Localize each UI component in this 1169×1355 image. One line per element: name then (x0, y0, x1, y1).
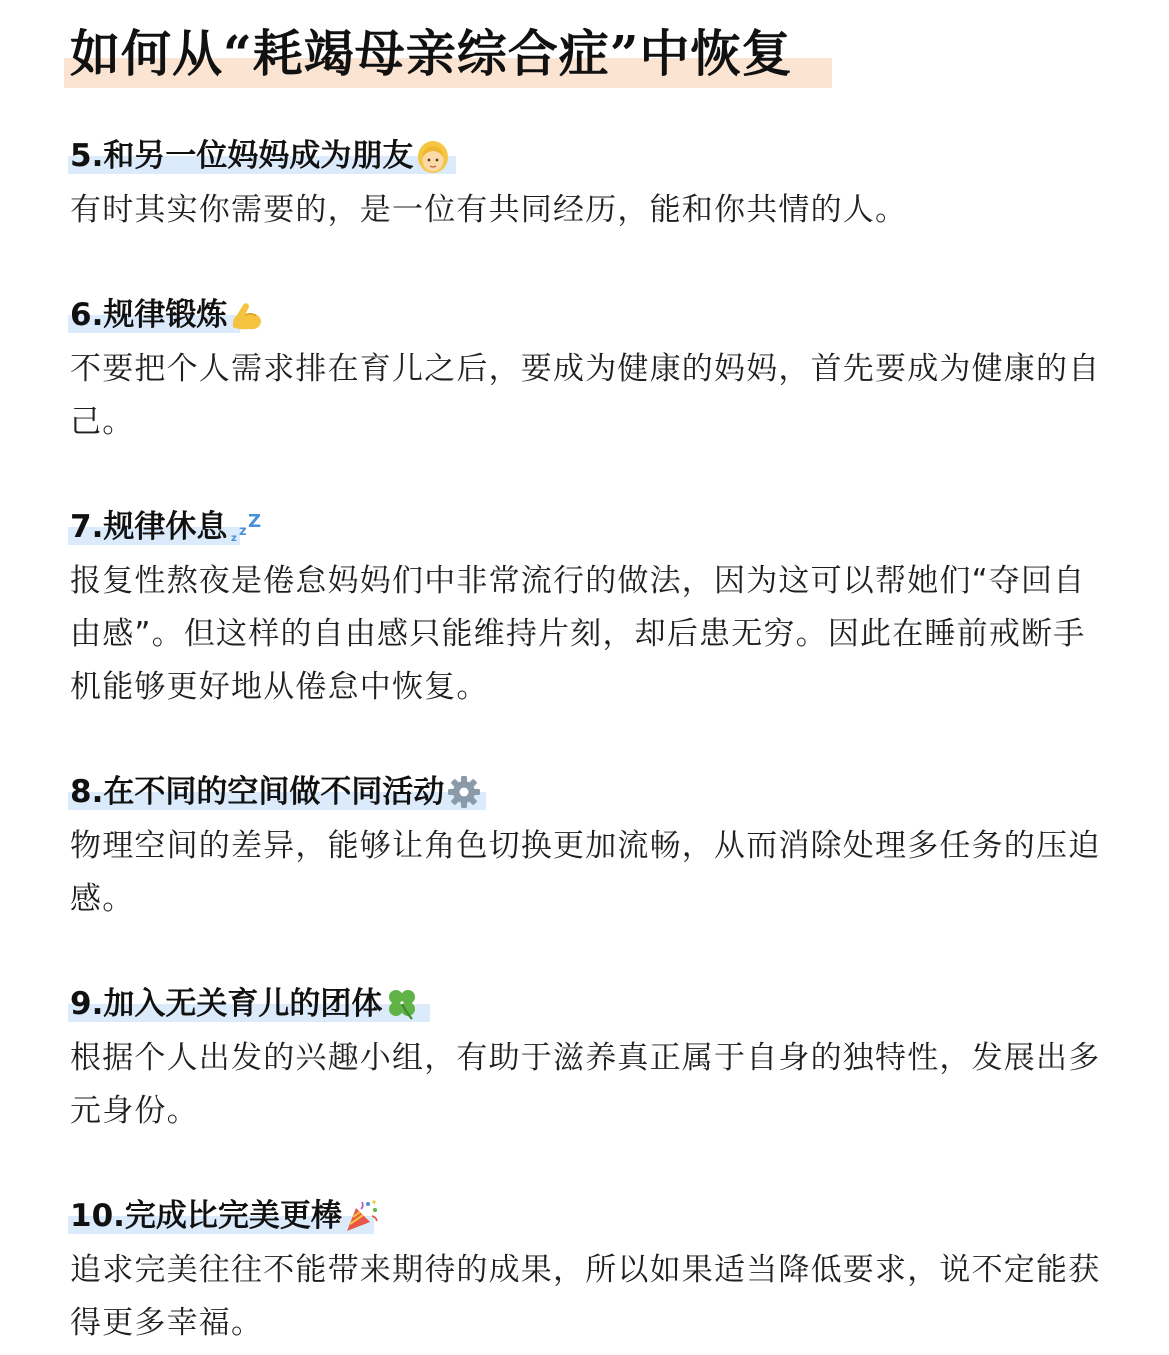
four-leaf-clover-icon (384, 986, 420, 1022)
tip-heading-row (70, 984, 1110, 1024)
tip-body: 物理空间的差异，能够让角色切换更加流畅，从而消除处理多任务的压迫感。 (70, 828, 1101, 917)
tip-body: 报复性熬夜是倦怠妈妈们中非常流行的做法，因为这可以帮她们“夺回自由感”。但这样的自由感只能维持片刻，却后患无穷。因此在睡前戒断手机能够更好地从倦怠中恢复。 (70, 563, 1086, 705)
tip-heading-row (70, 1196, 1110, 1236)
tip-heading-row (70, 772, 1110, 812)
tip-heading: 6.规律锻炼 (70, 297, 228, 333)
tip-heading-row (70, 507, 1110, 547)
gear-icon (446, 774, 482, 810)
svg-text:z: z (239, 524, 247, 539)
tip-heading-row (70, 295, 1110, 335)
tip-heading: 8.在不同的空间做不同活动 (70, 774, 445, 810)
tip-heading: 9.加入无关育儿的团体 (70, 986, 383, 1022)
tip-section-9 (70, 984, 1110, 1138)
tip-body: 根据个人出发的兴趣小组，有助于滋养真正属于自身的独特性，发展出多元身份。 (70, 1040, 1101, 1129)
flexed-biceps-icon (229, 297, 265, 333)
woman-face-icon (415, 138, 451, 174)
svg-text:z: z (231, 533, 238, 544)
tip-section-7 (70, 507, 1110, 714)
tip-heading: 7.规律休息 (70, 509, 228, 545)
tip-body: 不要把个人需求排在育儿之后，要成为健康的妈妈，首先要成为健康的自己。 (70, 351, 1101, 440)
tip-section-8 (70, 772, 1110, 926)
title-block (64, 22, 793, 86)
tip-heading-row (70, 136, 1110, 176)
tip-section-10 (70, 1196, 1110, 1350)
svg-text:Z: Z (248, 511, 262, 532)
zzz-icon (229, 509, 265, 545)
page-title: 如何从“耗竭母亲综合症”中恢复 (70, 24, 793, 83)
tip-section-5 (70, 136, 1110, 237)
party-popper-icon (344, 1198, 380, 1234)
tip-body: 有时其实你需要的，是一位有共同经历，能和你共情的人。 (70, 192, 908, 228)
tip-heading: 5.和另一位妈妈成为朋友 (70, 138, 414, 174)
tip-heading: 10.完成比完美更棒 (70, 1198, 342, 1234)
tip-body: 追求完美往往不能带来期待的成果，所以如果适当降低要求，说不定能获得更多幸福。 (70, 1252, 1101, 1341)
tip-section-6 (70, 295, 1110, 449)
